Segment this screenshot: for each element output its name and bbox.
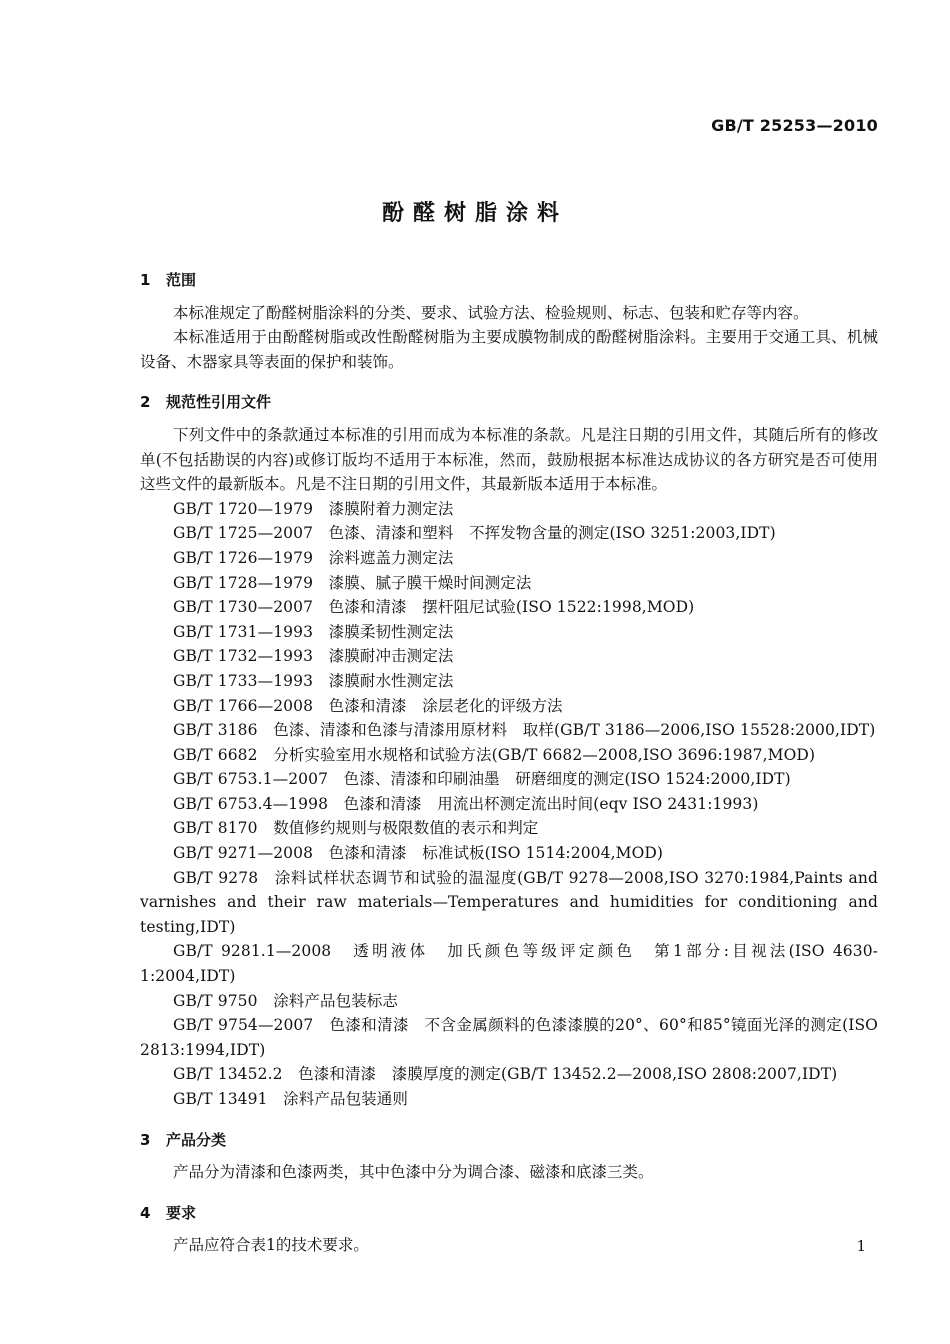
- reference-item: GB/T 9271—2008 色漆和清漆 标准试板(ISO 1514:2004,MOD): [173, 844, 664, 863]
- section-heading-classification: [140, 1128, 878, 1153]
- section-title: 产品分类: [166, 1130, 227, 1149]
- reference-item: GB/T 1732—1993 漆膜耐冲击测定法: [173, 647, 454, 666]
- section-title: 规范性引用文件: [166, 393, 272, 412]
- section-number: 4: [140, 1203, 151, 1222]
- reference-item: GB/T 1726—1979 涂料遮盖力测定法: [173, 548, 454, 567]
- reference-item: GB/T 1725—2007 色漆、清漆和塑料 不挥发物含量的测定(ISO 3251:2003,IDT): [173, 524, 776, 543]
- section-heading-requirements: [140, 1201, 878, 1226]
- reference-item: GB/T 1733—1993 漆膜耐水性测定法: [173, 671, 454, 690]
- scope-paragraph: 本标准适用于由酚醛树脂或改性酚醛树脂为主要成膜物制成的酚醛树脂涂料。主要用于交通工具、机械设备、木器家具等表面的保护和装饰。: [140, 328, 878, 371]
- reference-item: GB/T 13452.2 色漆和清漆 漆膜厚度的测定(GB/T 13452.2—2008,ISO 2808:2007,IDT): [173, 1065, 838, 1084]
- section-title: 范围: [166, 271, 197, 289]
- reference-item: GB/T 8170 数值修约规则与极限数值的表示和判定: [173, 819, 539, 838]
- section-number: 1: [140, 271, 151, 289]
- section-title: 要求: [166, 1203, 197, 1222]
- reference-item: GB/T 6682 分析实验室用水规格和试验方法(GB/T 6682—2008,ISO 3696:1987,MOD): [173, 745, 816, 764]
- scope-paragraph: 本标准规定了酚醛树脂涂料的分类、要求、试验方法、检验规则、标志、包装和贮存等内容。: [173, 303, 809, 322]
- references-intro: 下列文件中的条款通过本标准的引用而成为本标准的条款。凡是注日期的引用文件，其随后所有的修改单(不包括勘误的内容)或修订版均不适用于本标准，然而，鼓励根据本标准达成协议的各方研究是否可使用这些文件的最新版本。凡是不注日期的引用文件，其最新版本适用于本标准。: [140, 425, 878, 494]
- document-body: [140, 262, 878, 1258]
- reference-item: GB/T 9281.1—2008 透明液体 加氏颜色等级评定颜色 第1部分:目视法(ISO 4630-1:2004,IDT): [140, 942, 878, 986]
- reference-item: GB/T 1766—2008 色漆和清漆 涂层老化的评级方法: [173, 696, 563, 715]
- reference-item: GB/T 1731—1993 漆膜柔韧性测定法: [173, 622, 454, 641]
- section-number: 2: [140, 393, 151, 412]
- section-heading-scope: [140, 268, 878, 293]
- reference-item: GB/T 9278 涂料试样状态调节和试验的温湿度(GB/T 9278—2008,ISO 3270:1984,Paints and varnishes and their raw materials—Temperatures and humidities for conditioning and testing,IDT): [140, 868, 878, 936]
- standard-code: GB/T 25253—2010: [711, 116, 878, 135]
- page-number: 1: [856, 1237, 866, 1255]
- reference-item: GB/T 6753.4—1998 色漆和清漆 用流出杯测定流出时间(eqv ISO 2431:1993): [173, 794, 759, 813]
- document-title: 酚醛树脂涂料: [381, 201, 568, 226]
- reference-item: GB/T 9750 涂料产品包装标志: [173, 991, 399, 1010]
- reference-item: GB/T 6753.1—2007 色漆、清漆和印刷油墨 研磨细度的测定(ISO 1524:2000,IDT): [173, 770, 791, 789]
- classification-paragraph: 产品分为清漆和色漆两类，其中色漆中分为调合漆、磁漆和底漆三类。: [173, 1163, 654, 1182]
- reference-item: GB/T 1730—2007 色漆和清漆 摆杆阻尼试验(ISO 1522:1998,MOD): [173, 598, 695, 617]
- section-number: 3: [140, 1130, 151, 1149]
- reference-item: GB/T 9754—2007 色漆和清漆 不含金属颜料的色漆漆膜的20°、60°和85°镜面光泽的测定(ISO 2813:1994,IDT): [140, 1016, 878, 1059]
- reference-item: GB/T 1728—1979 漆膜、腻子膜干燥时间测定法: [173, 573, 532, 592]
- reference-item: GB/T 1720—1979 漆膜附着力测定法: [173, 499, 454, 518]
- reference-item: GB/T 13491 涂料产品包装通则: [173, 1090, 408, 1108]
- section-heading-normative-references: [140, 390, 878, 415]
- requirements-paragraph: 产品应符合表1的技术要求。: [173, 1236, 369, 1255]
- reference-item: GB/T 3186 色漆、清漆和色漆与清漆用原材料 取样(GB/T 3186—2006,ISO 15528:2000,IDT): [173, 721, 876, 740]
